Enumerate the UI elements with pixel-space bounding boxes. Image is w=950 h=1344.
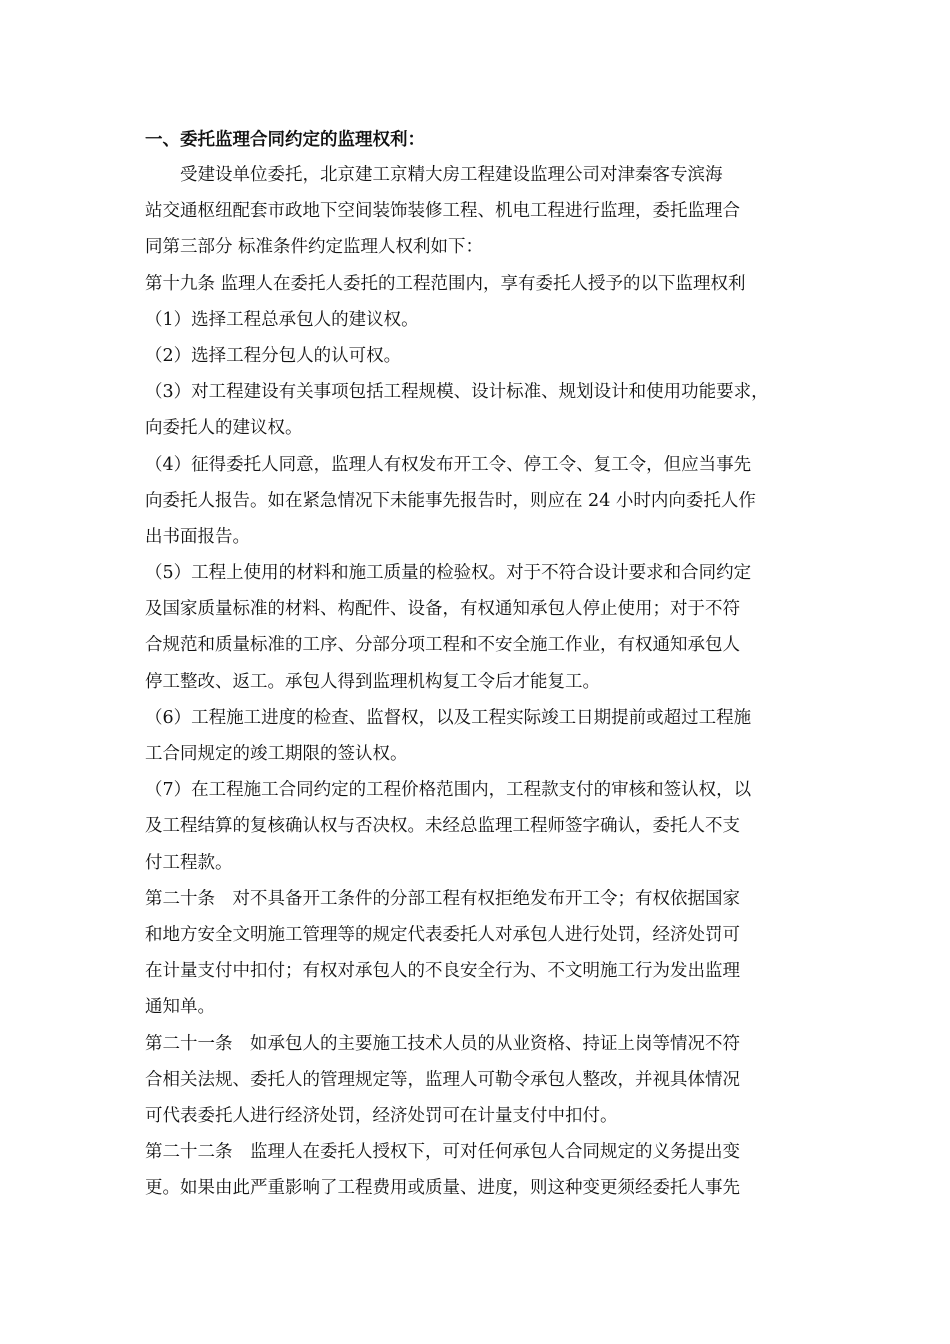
- text-line: 第二十一条 如承包人的主要施工技术人员的从业资格、持证上岗等情况不符: [145, 1033, 740, 1054]
- text-line: 向委托人报告。如在紧急情况下未能事先报告时，则应在 24 小时内向委托人作: [145, 490, 756, 511]
- text-line: 合相关法规、委托人的管理规定等，监理人可勒令承包人整改，并视具体情况: [145, 1069, 740, 1090]
- text-line: 合规范和质量标准的工序、分部分项工程和不安全施工作业，有权通知承包人: [145, 635, 740, 656]
- text-line: 站交通枢纽配套市政地下空间装饰装修工程、机电工程进行监理，委托监理合: [145, 201, 740, 222]
- text-line: （2）选择工程分包人的认可权。: [145, 345, 402, 366]
- text-line: 在计量支付中扣付；有权对承包人的不良安全行为、不文明施工行为发出监理: [145, 961, 740, 982]
- paragraph-lines: [145, 157, 825, 1206]
- text-line: 及国家质量标准的材料、构配件、设备，有权通知承包人停止使用；对于不符: [145, 599, 740, 620]
- text-line: 和地方安全文明施工管理等的规定代表委托人对承包人进行处罚，经济处罚可: [145, 924, 740, 945]
- text-line: 受建设单位委托，北京建工京精大房工程建设监理公司对津秦客专滨海: [180, 165, 723, 185]
- text-line: （6）工程施工进度的检查、监督权，以及工程实际竣工日期提前或超过工程施: [145, 707, 752, 728]
- text-line: 可代表委托人进行经济处罚，经济处罚可在计量支付中扣付。: [145, 1105, 618, 1126]
- text-line: （7）在工程施工合同约定的工程价格范围内，工程款支付的审核和签认权，以: [145, 780, 752, 801]
- text-line: 第十九条 监理人在委托人委托的工程范围内，享有委托人授予的以下监理权利: [145, 273, 746, 294]
- text-line: 更。如果由此严重影响了工程费用或质量、进度，则这种变更须经委托人事先: [145, 1178, 740, 1199]
- text-line: 同第三部分 标准条件约定监理人权利如下：: [145, 237, 484, 258]
- text-line: 通知单。: [145, 997, 215, 1018]
- text-line: 付工程款。: [145, 852, 233, 873]
- text-line: （5）工程上使用的材料和施工质量的检验权。对于不符合设计要求和合同约定: [145, 563, 752, 584]
- text-line: 出书面报告。: [145, 526, 250, 547]
- text-line: 及工程结算的复核确认权与否决权。未经总监理工程师签字确认，委托人不支: [145, 816, 740, 837]
- text-line: 停工整改、返工。承包人得到监理机构复工令后才能复工。: [145, 671, 600, 692]
- text-line: （1）选择工程总承包人的建议权。: [145, 309, 419, 330]
- document-body: [145, 123, 825, 1206]
- text-line: 第二十二条 监理人在委托人授权下，可对任何承包人合同规定的义务提出变: [145, 1142, 740, 1163]
- text-line: 第二十条 对不具备开工条件的分部工程有权拒绝发布开工令；有权依据国家: [145, 888, 740, 909]
- text-line: （3）对工程建设有关事项包括工程规模、设计标准、规划设计和使用功能要求，: [145, 382, 769, 403]
- section-heading: 一、委托监理合同约定的监理权利：: [145, 130, 425, 150]
- text-line: （4）征得委托人同意，监理人有权发布开工令、停工令、复工令，但应当事先: [145, 454, 752, 475]
- text-line: 向委托人的建议权。: [145, 418, 303, 439]
- text-line: 工合同规定的竣工期限的签认权。: [145, 744, 408, 764]
